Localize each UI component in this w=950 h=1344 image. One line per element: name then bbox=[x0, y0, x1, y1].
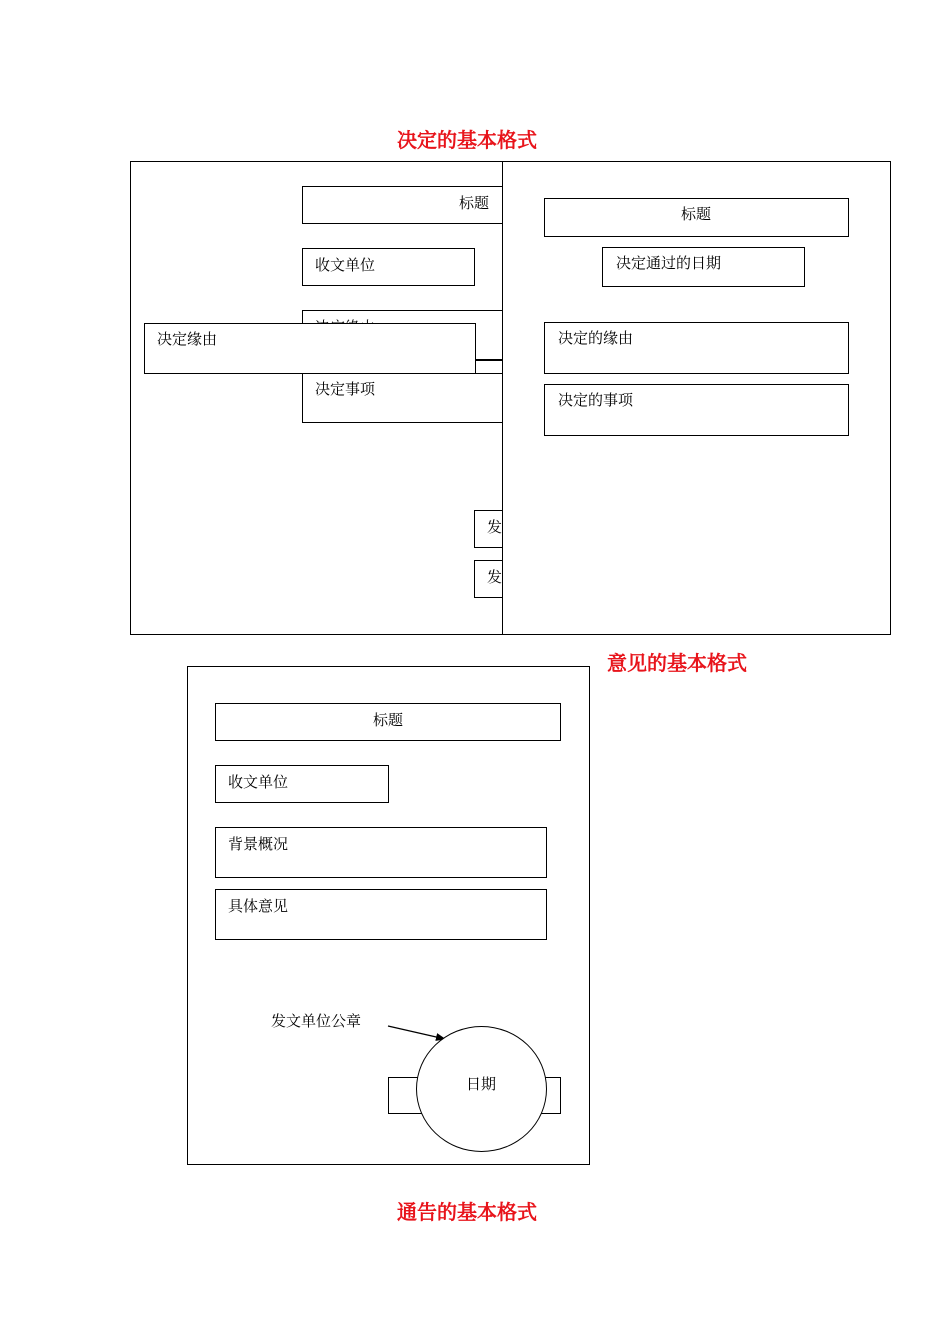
date-label: 日期 bbox=[466, 1075, 497, 1093]
notice-title-box bbox=[215, 703, 561, 741]
decision-issuer-label-2: 发 bbox=[487, 568, 503, 586]
opinion-date-label: 决定通过的日期 bbox=[616, 254, 722, 272]
opinion-title-label: 标题 bbox=[681, 205, 712, 223]
notice-opinion-label: 具体意见 bbox=[228, 897, 289, 915]
notice-opinion-box bbox=[215, 889, 547, 940]
opinion-date-box bbox=[602, 247, 805, 287]
decision-recipient-box bbox=[302, 248, 475, 286]
notice-background-box bbox=[215, 827, 547, 878]
decision-title-label: 标题 bbox=[459, 194, 490, 212]
decision-title-box bbox=[302, 186, 504, 224]
opinion-reason-box bbox=[544, 322, 849, 374]
decision-issuer-label-1: 发 bbox=[487, 518, 503, 536]
decision-format-heading: 决定的基本格式 bbox=[397, 128, 537, 152]
decision-reason-label: 决定缘由 bbox=[157, 330, 218, 348]
decision-matters-box bbox=[302, 373, 504, 423]
notice-background-label: 背景概况 bbox=[228, 835, 289, 853]
notice-recipient-box bbox=[215, 765, 389, 803]
decision-recipient-label: 收文单位 bbox=[315, 256, 376, 274]
notice-title-label: 标题 bbox=[373, 711, 404, 729]
opinion-matters-label: 决定的事项 bbox=[558, 391, 634, 409]
decision-issuer-box-2 bbox=[474, 560, 504, 598]
notice-format-heading: 通告的基本格式 bbox=[397, 1200, 537, 1224]
notice-recipient-label: 收文单位 bbox=[228, 773, 289, 791]
decision-matters-label: 决定事项 bbox=[315, 380, 376, 398]
opinion-reason-label: 决定的缘由 bbox=[558, 329, 634, 347]
seal-label: 发文单位公章 bbox=[271, 1012, 362, 1030]
opinion-matters-box bbox=[544, 384, 849, 436]
seal-circle bbox=[416, 1026, 547, 1152]
decision-issuer-box-1 bbox=[474, 510, 504, 548]
opinion-format-heading: 意见的基本格式 bbox=[607, 651, 747, 675]
decision-reason-box bbox=[144, 323, 476, 374]
opinion-title-box bbox=[544, 198, 849, 237]
